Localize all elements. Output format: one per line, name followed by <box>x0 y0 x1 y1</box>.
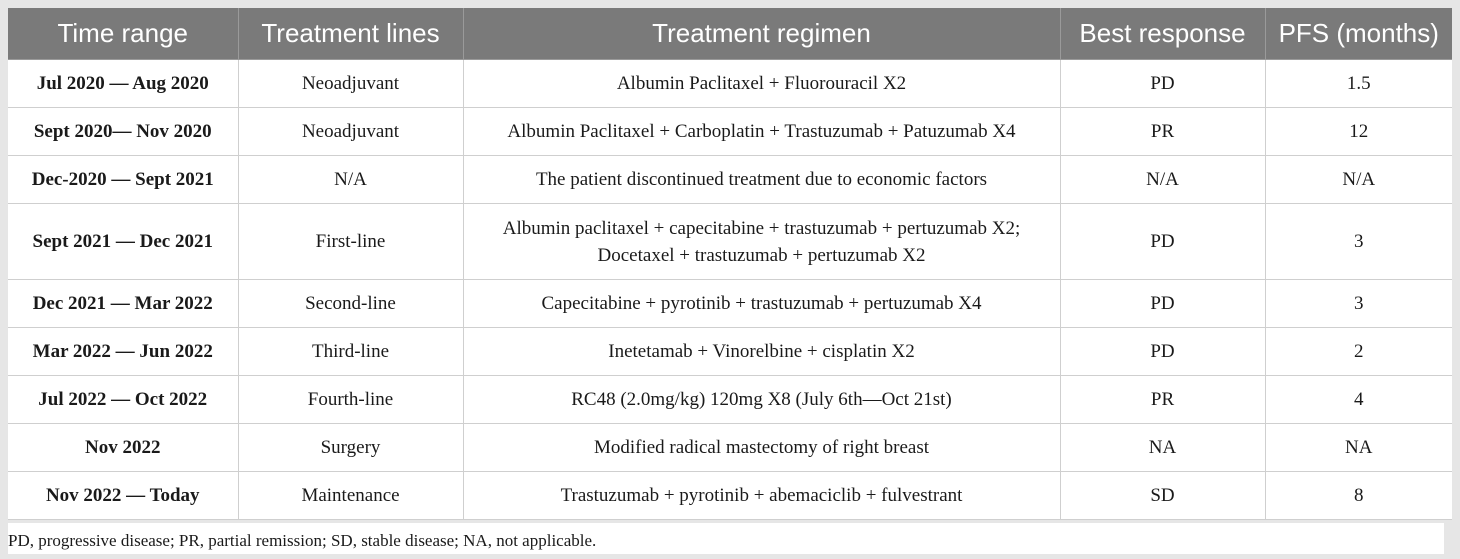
response-cell: PR <box>1060 108 1265 156</box>
treatment-line-cell: Second-line <box>238 280 463 328</box>
pfs-cell: 12 <box>1265 108 1452 156</box>
pfs-cell: 1.5 <box>1265 60 1452 108</box>
regimen-text: RC48 (2.0mg/kg) 120mg X8 (July 6th—Oct 21st) <box>571 389 952 410</box>
treatment-line-cell: Neoadjuvant <box>238 108 463 156</box>
response-cell: PD <box>1060 60 1265 108</box>
regimen-cell <box>463 60 1060 108</box>
regimen-text: Albumin Paclitaxel + Carboplatin + Trastuzumab + Patuzumab X4 <box>507 121 1016 142</box>
regimen-text: The patient discontinued treatment due to economic factors <box>535 169 988 190</box>
pfs-cell: 2 <box>1265 328 1452 376</box>
table-row <box>8 108 1452 156</box>
treatment-line-cell: Maintenance <box>238 472 463 520</box>
pfs-cell: 3 <box>1265 204 1452 280</box>
table-row <box>8 472 1452 520</box>
regimen-text: Modified radical mastectomy of right breast <box>593 437 930 458</box>
table-row <box>8 204 1452 280</box>
regimen-text-line-1: Albumin paclitaxel + capecitabine + trastuzumab + pertuzumab X2; <box>502 217 1021 239</box>
table-footnote: PD, progressive disease; PR, partial remission; SD, stable disease; NA, not applicable. <box>8 523 1444 554</box>
response-cell: PR <box>1060 376 1265 424</box>
header-treatment-regimen: Treatment regimen <box>463 8 1060 60</box>
header-pfs: PFS (months) <box>1265 8 1452 60</box>
treatment-line-cell: N/A <box>238 156 463 204</box>
header-best-response: Best response <box>1060 8 1265 60</box>
pfs-cell: 4 <box>1265 376 1452 424</box>
response-cell: NA <box>1060 424 1265 472</box>
table-row <box>8 280 1452 328</box>
treatment-line-cell: Neoadjuvant <box>238 60 463 108</box>
treatment-table <box>8 8 1452 520</box>
time-range-cell: Sept 2020— Nov 2020 <box>8 108 238 156</box>
treatment-line-cell: Surgery <box>238 424 463 472</box>
regimen-cell <box>463 204 1060 280</box>
response-cell: SD <box>1060 472 1265 520</box>
regimen-cell <box>463 424 1060 472</box>
time-range-cell: Dec 2021 — Mar 2022 <box>8 280 238 328</box>
regimen-text-line-2: Docetaxel + trastuzumab + pertuzumab X2 <box>597 244 926 266</box>
regimen-cell <box>463 328 1060 376</box>
regimen-text: Trastuzumab + pyrotinib + abemaciclib + fulvestrant <box>560 485 963 506</box>
time-range-cell: Jul 2020 — Aug 2020 <box>8 60 238 108</box>
time-range-cell: Dec-2020 — Sept 2021 <box>8 156 238 204</box>
table-header-row <box>8 8 1452 60</box>
regimen-cell <box>463 108 1060 156</box>
regimen-text: Capecitabine + pyrotinib + trastuzumab + pertuzumab X4 <box>541 293 982 314</box>
regimen-text: Inetetamab + Vinorelbine + cisplatin X2 <box>608 341 915 362</box>
time-range-cell: Nov 2022 — Today <box>8 472 238 520</box>
treatment-line-cell: Fourth-line <box>238 376 463 424</box>
treatment-line-cell: Third-line <box>238 328 463 376</box>
table-row <box>8 376 1452 424</box>
regimen-cell <box>463 472 1060 520</box>
response-cell: PD <box>1060 280 1265 328</box>
time-range-cell: Jul 2022 — Oct 2022 <box>8 376 238 424</box>
table-row <box>8 156 1452 204</box>
pfs-cell: N/A <box>1265 156 1452 204</box>
time-range-cell: Nov 2022 <box>8 424 238 472</box>
regimen-cell <box>463 156 1060 204</box>
table-row <box>8 60 1452 108</box>
regimen-cell <box>463 280 1060 328</box>
table-row <box>8 424 1452 472</box>
table-row <box>8 328 1452 376</box>
header-time-range: Time range <box>8 8 238 60</box>
regimen-cell <box>463 376 1060 424</box>
time-range-cell: Mar 2022 — Jun 2022 <box>8 328 238 376</box>
response-cell: N/A <box>1060 156 1265 204</box>
header-treatment-lines: Treatment lines <box>238 8 463 60</box>
time-range-cell: Sept 2021 — Dec 2021 <box>8 204 238 280</box>
response-cell: PD <box>1060 204 1265 280</box>
regimen-text: Albumin Paclitaxel + Fluorouracil X2 <box>616 73 907 94</box>
pfs-cell: 3 <box>1265 280 1452 328</box>
pfs-cell: NA <box>1265 424 1452 472</box>
response-cell: PD <box>1060 328 1265 376</box>
pfs-cell: 8 <box>1265 472 1452 520</box>
treatment-line-cell: First-line <box>238 204 463 280</box>
